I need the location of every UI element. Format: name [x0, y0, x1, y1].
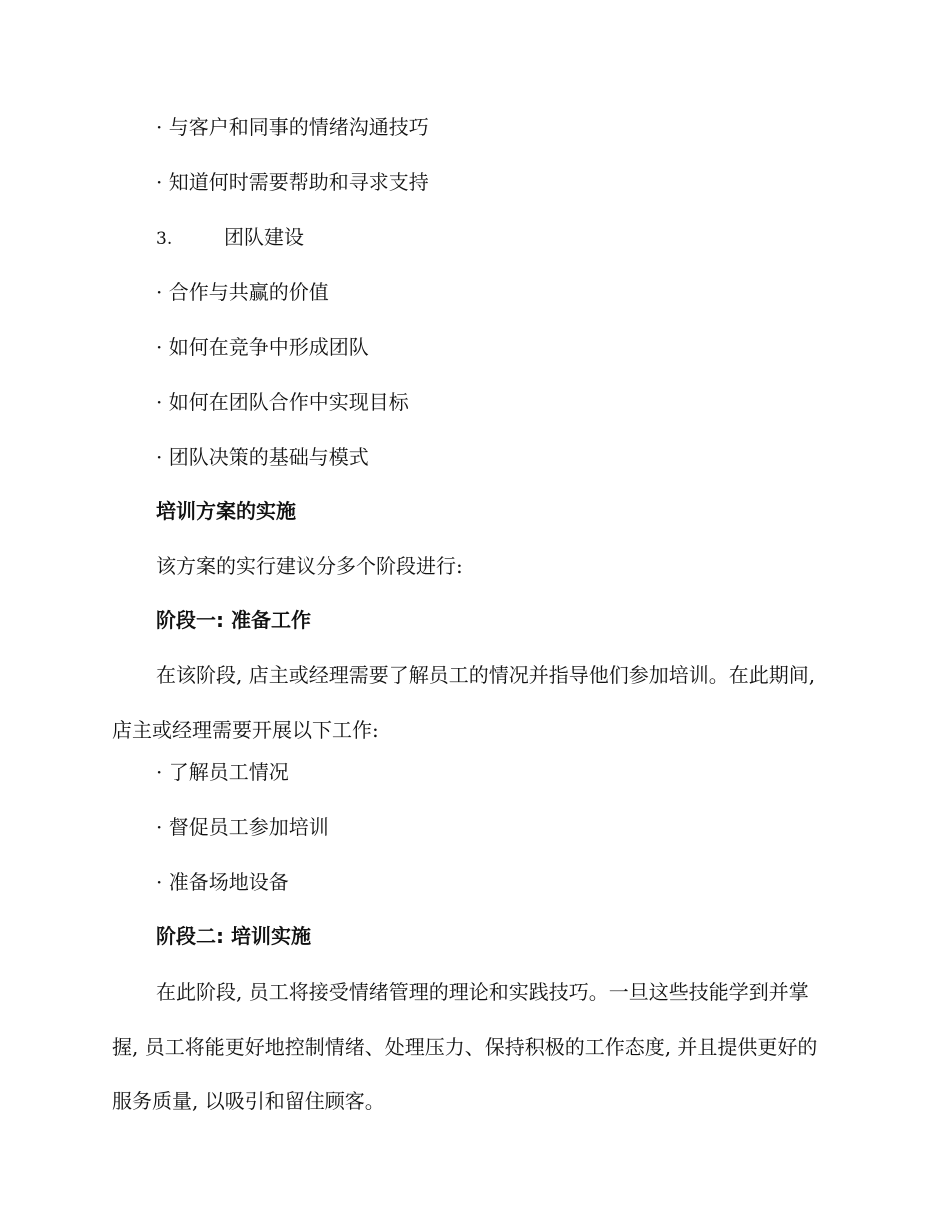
bullet-item: · 如何在竞争中形成团队 — [156, 335, 369, 359]
item-title: 团队建设 — [224, 225, 304, 249]
body-paragraph: 在此阶段, 员工将接受情绪管理的理论和实践技巧。一旦这些技能学到并掌握, 员工将能更好地控制情绪、处理压力、保持积极的工作态度, 并且提供更好的服务质量, 以吸引和留住顾客。 — [112, 980, 818, 1113]
intro-text: 该方案的实行建议分多个阶段进行: — [156, 554, 463, 578]
bullet-item: · 知道何时需要帮助和寻求支持 — [156, 170, 429, 194]
bullet-item: · 了解员工情况 — [156, 760, 289, 784]
bullet-item: · 与客户和同事的情绪沟通技巧 — [156, 115, 429, 139]
stage-heading: 阶段一: 准备工作 — [156, 608, 311, 632]
stage-heading: 阶段二: 培训实施 — [156, 924, 311, 948]
numbered-heading — [156, 223, 304, 253]
section-heading: 培训方案的实施 — [156, 499, 296, 523]
bullet-item: · 准备场地设备 — [156, 870, 289, 894]
bullet-item: · 督促员工参加培训 — [156, 815, 329, 839]
bullet-item: · 如何在团队合作中实现目标 — [156, 390, 409, 414]
body-paragraph: 在该阶段, 店主或经理需要了解员工的情况并指导他们参加培训。在此期间, 店主或经理需要开展以下工作: — [112, 663, 816, 742]
item-number: 3. — [156, 229, 173, 249]
bullet-item: · 团队决策的基础与模式 — [156, 445, 369, 469]
bullet-item: · 合作与共赢的价值 — [156, 280, 329, 304]
